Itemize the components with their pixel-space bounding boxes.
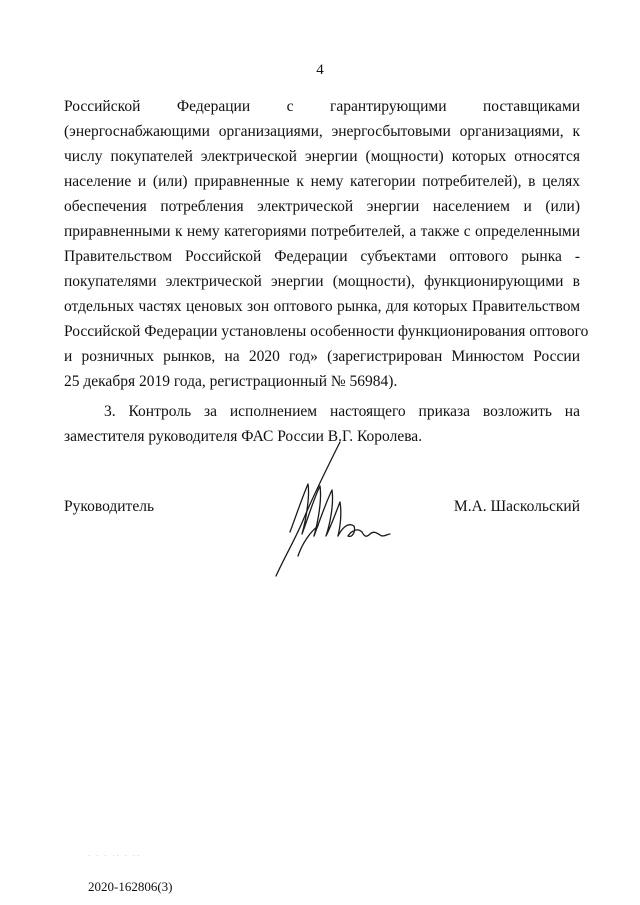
text-line: обеспечения потребления электрической энергии населением и (или) (64, 198, 580, 215)
signatory-name: М.А. Шаскольский (453, 498, 580, 515)
text-line: 25 декабря 2019 года, регистрационный № 56984). (64, 373, 398, 390)
text-line: 3. Контроль за исполнением настоящего приказа возложить на (104, 403, 580, 420)
text-line: приравненными к нему категориями потребителей, а также с определенными (64, 223, 580, 240)
text-line: Правительством Российской Федерации субъектами оптового рынка - (64, 248, 580, 265)
text-line: покупателями электрической энергии (мощности), функционирующими в (64, 273, 580, 290)
document-body (64, 94, 589, 449)
handwritten-signature (262, 436, 392, 582)
text-line: числу покупателей электрической энергии (мощности) которых относятся (64, 148, 580, 165)
text-line: Российской Федерации с гарантирующими поставщиками (64, 98, 580, 115)
text-line: отдельных частях ценовых зон оптового рынка, для которых Правительством (64, 298, 580, 315)
text-line: и розничных рынков, на 2020 год» (зарегистрирован Минюстом России (64, 348, 580, 365)
signatory-title: Руководитель (64, 498, 155, 515)
document-number: 2020-162806(3) (88, 879, 173, 894)
text-line: Российской Федерации установлены особенности функционирования оптового (64, 323, 589, 340)
page-number: 4 (316, 62, 324, 78)
text-line: заместителя руководителя ФАС России В.Г. Королева. (64, 428, 423, 445)
paragraph-order-reference (64, 94, 589, 394)
text-line: (энергоснабжающими организациями, энергосбытовыми организациями, к (64, 123, 580, 140)
scan-artifact: · · · ·· · ·· (88, 852, 142, 860)
text-line: население и (или) приравненные к нему категории потребителей), в целях (64, 173, 580, 190)
